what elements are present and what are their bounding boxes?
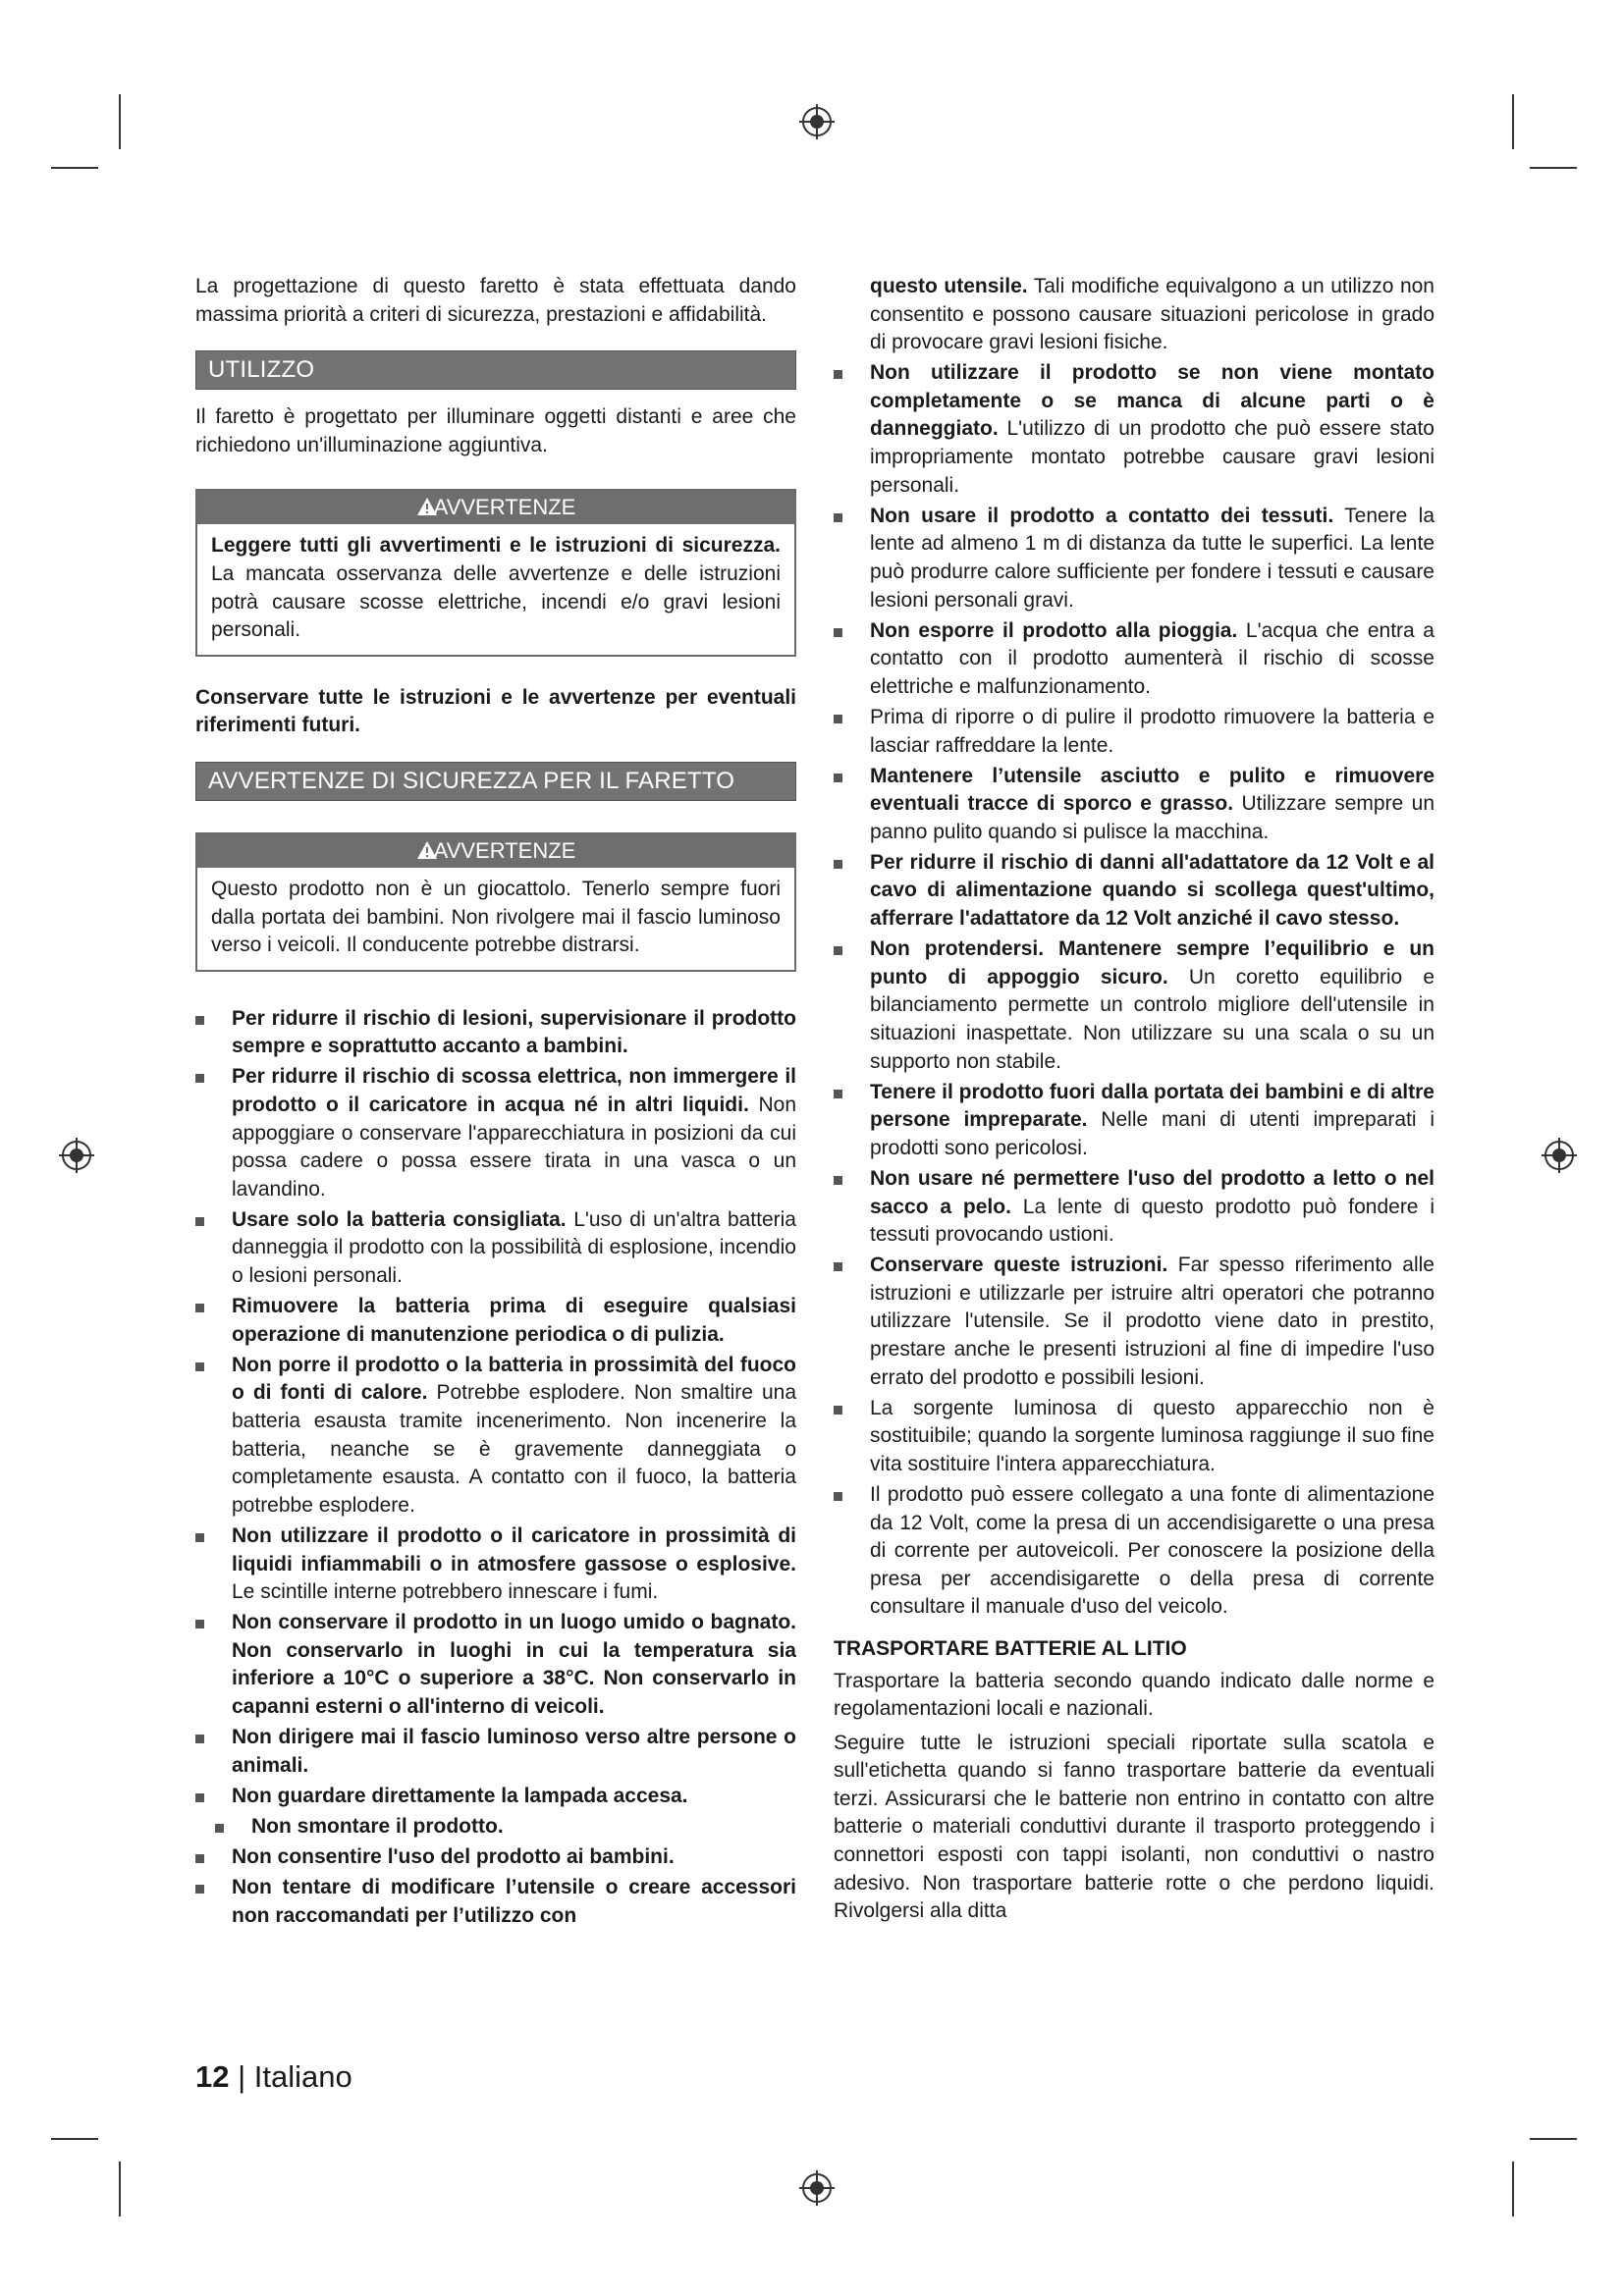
warning-text: Questo prodotto non è un giocattolo. Tenerlo sempre fuori dalla portata dei bambini. Non rivolgere mai il fascio luminoso verso i veicoli. Il conducente potrebbe distrarsi. bbox=[211, 877, 781, 957]
crop-mark bbox=[1530, 167, 1577, 169]
crop-mark bbox=[1530, 2138, 1577, 2140]
bullet-square-icon bbox=[834, 704, 870, 760]
bullet-square-icon bbox=[195, 1293, 232, 1349]
list-item: Non consentire l'uso del prodotto ai bambini. bbox=[195, 1843, 796, 1872]
list-item: Non utilizzare il prodotto se non viene montato completamente o se manca di alcune parti o è danneggiato. L'utilizzo di un prodotto che può essere stato impropriamente montato potrebbe causare gravi lesioni personali. bbox=[834, 359, 1435, 500]
crop-mark bbox=[119, 94, 121, 149]
bullet-square-icon bbox=[834, 763, 870, 847]
list-item: Non tentare di modificare l’utensile o creare accessori non raccomandati per l’utilizzo con bbox=[195, 1874, 796, 1930]
warning-box-header bbox=[197, 834, 794, 868]
right-column bbox=[834, 273, 1435, 1926]
list-item: Rimuovere la batteria prima di eseguire qualsiasi operazione di manutenzione periodica o di pulizia. bbox=[195, 1293, 796, 1349]
utilizzo-paragraph: Il faretto è progettato per illuminare oggetti distanti e aree che richiedono un'illuminazione aggiuntiva. bbox=[195, 405, 796, 456]
bullet-square-icon bbox=[834, 1395, 870, 1479]
bullet-square-icon bbox=[834, 617, 870, 702]
crop-mark bbox=[51, 2138, 98, 2140]
list-item: La sorgente luminosa di questo apparecchio non è sostituibile; quando la sorgente luminosa raggiunge il suo fine vita sostituire l'intera apparecchiatura. bbox=[834, 1395, 1435, 1479]
list-item: Non smontare il prodotto. bbox=[195, 1813, 796, 1842]
list-item: Prima di riporre o di pulire il prodotto rimuovere la batteria e lasciar raffreddare la lente. bbox=[834, 704, 1435, 760]
footer-separator: | bbox=[229, 2059, 254, 2094]
list-item: Non conservare il prodotto in un luogo umido o bagnato. Non conservarlo in luoghi in cui la temperatura sia inferiore a 10°C o superiore a 38°C. Non conservarlo in capanni esterni o all'interno di veicoli. bbox=[195, 1609, 796, 1721]
bullet-square-icon bbox=[834, 1165, 870, 1250]
crop-mark bbox=[51, 167, 98, 169]
section-heading-sicurezza: AVVERTENZE DI SICUREZZA PER IL FARETTO bbox=[195, 762, 796, 801]
bullet-square-icon bbox=[195, 1724, 232, 1780]
intro-paragraph: La progettazione di questo faretto è stata effettuata dando massima priorità a criteri di sicurezza, prestazioni e affidabilità. bbox=[195, 275, 796, 326]
bullet-square-icon bbox=[195, 1352, 232, 1521]
list-item-continuation: questo utensile. Tali modifiche equivalgono a un utilizzo non consentito e possono causare situazioni pericolose in grado di provocare gravi lesioni fisiche. bbox=[870, 275, 1435, 354]
list-item: Non usare né permettere l'uso del prodotto a letto o nel sacco a pelo. La lente di questo prodotto può fondere i tessuti provocando ustioni. bbox=[834, 1165, 1435, 1250]
crop-mark bbox=[1512, 94, 1514, 149]
list-item: Tenere il prodotto fuori dalla portata dei bambini e di altre persone impreparate. Nelle mani di utenti impreparati i prodotti sono pericolosi. bbox=[834, 1079, 1435, 1163]
list-item: Conservare queste istruzioni. Far spesso riferimento alle istruzioni e utilizzarle per istruire altri operatori che potranno utilizzare l'utensile. Se il prodotto viene dato in prestito, prestare anche le presenti istruzioni al fine di impedire l'uso errato del prodotto e possibili lesioni. bbox=[834, 1252, 1435, 1392]
warning-box bbox=[195, 489, 796, 656]
list-item: Non dirigere mai il fascio luminoso verso altre persone o animali. bbox=[195, 1724, 796, 1780]
bullet-square-icon bbox=[834, 359, 870, 500]
warning-title: AVVERTENZE bbox=[433, 495, 576, 520]
list-item: Per ridurre il rischio di danni all'adattatore da 12 Volt e al cavo di alimentazione quando si scollega quest'ultimo, afferrare l'adattatore da 12 Volt anziché il cavo stesso. bbox=[834, 849, 1435, 934]
bullet-square-icon bbox=[834, 503, 870, 614]
bullet-square-icon bbox=[834, 1481, 870, 1622]
bullet-square-icon bbox=[195, 1005, 232, 1061]
bullet-square-icon bbox=[195, 1783, 232, 1811]
bullet-square-icon bbox=[195, 1609, 232, 1721]
footer-language: Italiano bbox=[253, 2059, 352, 2094]
bullet-square-icon bbox=[834, 849, 870, 934]
page-number: 12 bbox=[195, 2059, 230, 2094]
bullet-square-icon bbox=[215, 1813, 251, 1842]
list-item: Usare solo la batteria consigliata. L'uso di un'altra batteria danneggia il prodotto con la possibilità di esplosione, incendio o lesioni personali. bbox=[195, 1206, 796, 1291]
warning-box-header bbox=[197, 491, 794, 524]
list-item: Il prodotto può essere collegato a una fonte di alimentazione da 12 Volt, come la presa di un accendisigarette o una presa di corrente per autoveicoli. Per conoscere la posizione della presa per accendisigarette o della presa di corrente consultare il manuale d'uso del veicolo. bbox=[834, 1481, 1435, 1622]
list-item: Per ridurre il rischio di scossa elettrica, non immergere il prodotto o il caricatore in acqua né in altri liquidi. Non appoggiare o conservare l'apparecchiatura in posizioni da cui possa cadere o possa essere tirata in una vasca o un lavandino. bbox=[195, 1063, 796, 1203]
list-item: Per ridurre il rischio di lesioni, supervisionare il prodotto sempre e soprattutto accanto a bambini. bbox=[195, 1005, 796, 1061]
list-item: Non usare il prodotto a contatto dei tessuti. Tenere la lente ad almeno 1 m di distanza da tutte le superfici. La lente può produrre calore sufficiente per fondere i tessuti e causare lesioni personali gravi. bbox=[834, 503, 1435, 614]
list-item: Non guardare direttamente la lampada accesa. bbox=[195, 1783, 796, 1811]
registration-mark-icon bbox=[57, 1136, 96, 1175]
lithium-paragraph: Trasportare la batteria secondo quando indicato dalle norme e regolamentazioni locali e nazionali. bbox=[834, 1669, 1435, 1721]
crop-mark bbox=[1512, 2162, 1514, 2216]
list-item: Non porre il prodotto o la batteria in prossimità del fuoco o di fonti di calore. Potrebbe esplodere. Non smaltire una batteria esausta tramite incenerimento. Non incenerire la batteria, neanche se è gravemente danneggiata o completamente esausta. A contatto con il fuoco, la batteria potrebbe esplodere. bbox=[195, 1352, 796, 1521]
warning-bold-text: Leggere tutti gli avvertimenti e le istruzioni di sicurezza. bbox=[211, 534, 781, 558]
list-item: Non esporre il prodotto alla pioggia. L'acqua che entra a contatto con il prodotto aumenterà il rischio di scosse elettriche e malfunzionamento. bbox=[834, 617, 1435, 702]
list-item: Non protendersi. Mantenere sempre l’equilibrio e un punto di appoggio sicuro. Un coretto equilibrio e bilanciamento permette un controlo migliore dell'utensile in situazioni inaspettate. Non utilizzare su una scala o su un supporto non stabile. bbox=[834, 935, 1435, 1076]
bullet-square-icon bbox=[834, 1252, 870, 1392]
warning-title: AVVERTENZE bbox=[433, 837, 576, 863]
registration-mark-icon bbox=[797, 102, 837, 141]
list-item: Non utilizzare il prodotto o il caricatore in prossimità di liquidi infiammabili o in atmosfere gassose o esplosive. Le scintille interne potrebbero innescare i fumi. bbox=[195, 1522, 796, 1607]
left-column bbox=[195, 273, 796, 1933]
bullet-square-icon bbox=[195, 1063, 232, 1203]
warning-box bbox=[195, 832, 796, 972]
bullet-square-icon bbox=[834, 1079, 870, 1163]
section-heading-utilizzo: UTILIZZO bbox=[195, 350, 796, 390]
registration-mark-icon bbox=[797, 2168, 837, 2208]
crop-mark bbox=[119, 2162, 121, 2216]
bullet-square-icon bbox=[195, 1874, 232, 1930]
bullet-list bbox=[834, 359, 1435, 1622]
list-item: Mantenere l’utensile asciutto e pulito e rimuovere eventuali tracce di sporco e grasso. Utilizzare sempre un panno pulito quando si pulisce la macchina. bbox=[834, 763, 1435, 847]
bullet-list bbox=[195, 1005, 796, 1931]
bullet-square-icon bbox=[195, 1843, 232, 1872]
registration-mark-icon bbox=[1540, 1136, 1579, 1175]
warning-text: La mancata osservanza delle avvertenze e delle istruzioni potrà causare scosse elettriche, incendi e/o gravi lesioni personali. bbox=[211, 561, 781, 642]
lithium-paragraph: Seguire tutte le istruzioni speciali riportate sulla scatola e sull'etichetta quando si fanno trasportare batterie da eventuali terzi. Assicurarsi che le batterie non entrino in contatto con altre batterie o materiali conduttivi durante il trasporto proteggendo i connettori esposti con tappi isolanti, non conduttivi o nastro adesivo. Non trasportare batterie rotte o che perdono liquidi. Rivolgersi alla ditta bbox=[834, 1731, 1435, 1923]
bullet-square-icon bbox=[195, 1522, 232, 1607]
page-footer bbox=[195, 2059, 352, 2095]
bullet-square-icon bbox=[195, 1206, 232, 1291]
bullet-square-icon bbox=[834, 935, 870, 1076]
subheading-lithium-transport: TRASPORTARE BATTERIE AL LITIO bbox=[834, 1636, 1187, 1660]
keep-instructions-note: Conservare tutte le istruzioni e le avvertenze per eventuali riferimenti futuri. bbox=[195, 685, 796, 737]
